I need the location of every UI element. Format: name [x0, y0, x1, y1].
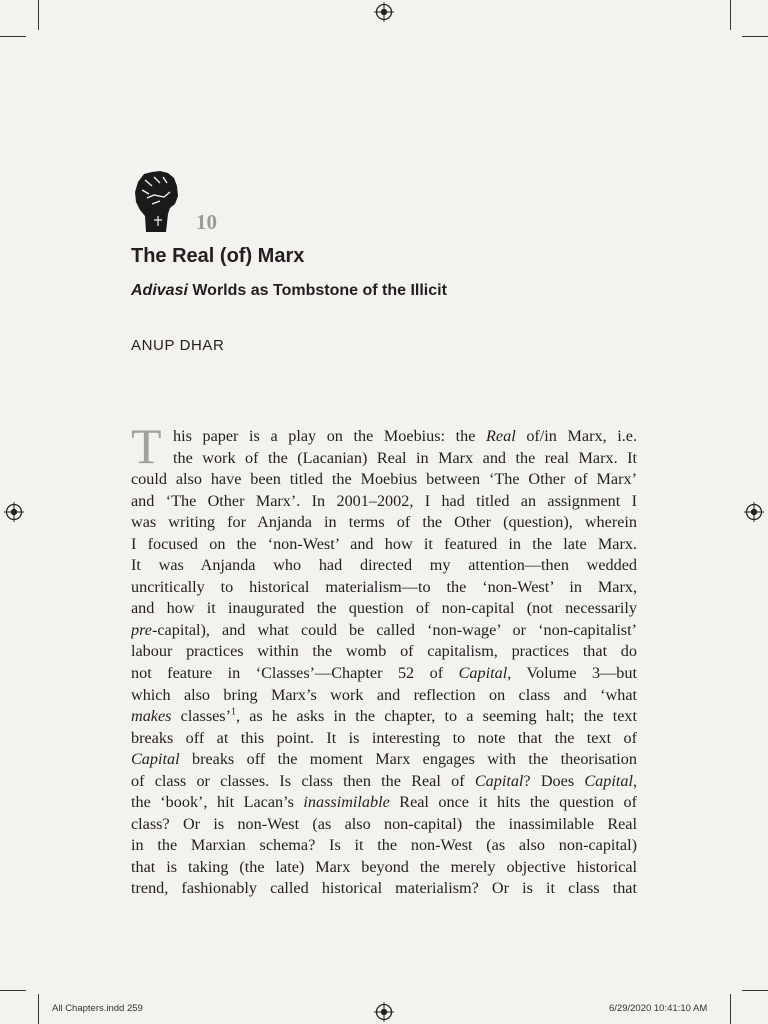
text-run: uncritically to historical materialism—to the ‘non-West’ in Marx, — [131, 577, 637, 596]
text-run: of/in Marx, i.e. — [515, 427, 637, 445]
crop-mark-bottom-left-v — [38, 994, 39, 1024]
footer-file-info: All Chapters.indd 259 — [52, 1003, 143, 1014]
text-line — [131, 814, 637, 836]
crop-mark-bottom-right-h — [742, 990, 768, 991]
text-run: capital), and what could be called ‘non-wage’ or ‘non-capitalist’ — [157, 620, 637, 639]
footnote-ref: 1 — [231, 706, 236, 718]
text-run: labour practices within the womb of capitalism, practices that do — [131, 642, 637, 661]
text-run: breaks off at this point. It is interesting to note that the text of — [131, 728, 637, 747]
italic-text: Real — [486, 427, 516, 445]
text-line — [131, 728, 637, 750]
text-line — [131, 835, 637, 857]
crop-mark-bottom-right-v — [730, 994, 731, 1024]
chapter-title: The Real (of) Marx — [131, 245, 305, 267]
text-run: breaks off the moment Marx engages with the theorisation — [179, 750, 637, 769]
text-run: the work of the (Lacanian) Real in Marx and the real Marx. It — [173, 448, 637, 467]
text-run: I focused on the ‘non-West’ and how it featured in the late Marx. — [131, 534, 637, 553]
chapter-subtitle — [131, 282, 447, 300]
text-line — [131, 512, 637, 534]
text-line — [131, 792, 637, 814]
text-line — [131, 749, 637, 771]
registration-mark-icon — [374, 2, 394, 22]
footer-timestamp: 6/29/2020 10:41:10 AM — [609, 1003, 708, 1014]
crop-mark-top-right-h — [742, 36, 768, 37]
italic-text: Capital — [458, 664, 508, 683]
text-line — [131, 491, 637, 513]
text-run: ? Does — [523, 771, 585, 790]
text-run: in the Marxian schema? Is it the non-West (as also non-capital) — [131, 836, 637, 855]
author-name: ANUP DHAR — [131, 337, 225, 354]
text-line — [131, 641, 637, 663]
text-line — [131, 878, 637, 900]
text-line — [131, 620, 637, 642]
text-run: his paper is a play on the Moebius: the — [173, 427, 487, 445]
text-run: Real once it hits the question of — [389, 793, 637, 812]
text-run: and how it inaugurated the question of non-capital (not necessarily — [131, 599, 637, 618]
text-run: trend, fashionably called historical materialism? Or is it class that — [131, 879, 637, 898]
text-run: classes’ — [171, 707, 231, 726]
text-run: and ‘The Other Marx’. In 2001–2002, I had titled an assignment I — [131, 491, 637, 510]
text-line — [131, 598, 637, 620]
text-run: , — [632, 771, 637, 790]
italic-text: Capital — [131, 750, 180, 769]
text-line — [131, 469, 637, 491]
text-run: the ‘book’, hit Lacan’s — [131, 793, 304, 812]
text-run: , Volume 3—but — [507, 664, 637, 683]
chapter-number: 10 — [196, 210, 217, 234]
text-line — [131, 534, 637, 556]
text-run: was writing for Anjanda in terms of the Other (question), wherein — [131, 513, 637, 532]
text-run: class? Or is non-West (as also non-capital) the inassimilable Real — [131, 814, 637, 833]
text-line — [131, 448, 637, 470]
text-line — [131, 663, 637, 685]
text-line — [131, 685, 637, 707]
drop-cap: T — [131, 418, 162, 474]
crop-mark-top-right-v — [730, 0, 731, 30]
text-run: that is taking (the late) Marx beyond the merely objective historical — [131, 857, 637, 876]
text-line — [131, 771, 637, 793]
registration-mark-icon — [4, 502, 24, 522]
italic-text: pre- — [131, 620, 158, 639]
italic-text: Capital — [584, 771, 633, 790]
text-run: not feature in ‘Classes’—Chapter 52 of — [131, 664, 459, 683]
crop-mark-bottom-left-h — [0, 990, 26, 991]
text-run: could also have been titled the Moebius between ‘The Other of Marx’ — [131, 470, 637, 489]
text-run: , as he asks in the chapter, to a seeming halt; the text — [236, 707, 637, 726]
body-paragraph — [131, 418, 637, 900]
registration-mark-icon — [374, 1002, 394, 1022]
text-line — [131, 426, 637, 448]
raised-fist-icon — [130, 168, 182, 232]
text-run: of class or classes. Is class then the Real of — [131, 771, 475, 790]
text-line — [131, 577, 637, 599]
text-line — [131, 555, 637, 577]
subtitle-rest: Worlds as Tombstone of the Illicit — [187, 282, 447, 299]
italic-text: inassimilable — [303, 793, 390, 812]
subtitle-italic: Adivasi — [131, 282, 188, 299]
crop-mark-top-left-v — [38, 0, 39, 30]
italic-text: makes — [131, 707, 172, 726]
crop-mark-top-left-h — [0, 36, 26, 37]
text-run: It was Anjanda who had directed my attention—then wedded — [131, 556, 637, 575]
text-line — [131, 706, 637, 728]
registration-mark-icon — [744, 502, 764, 522]
text-run: which also bring Marx’s work and reflection on class and ‘what — [131, 685, 637, 704]
text-line — [131, 857, 637, 879]
italic-text: Capital — [474, 771, 524, 790]
